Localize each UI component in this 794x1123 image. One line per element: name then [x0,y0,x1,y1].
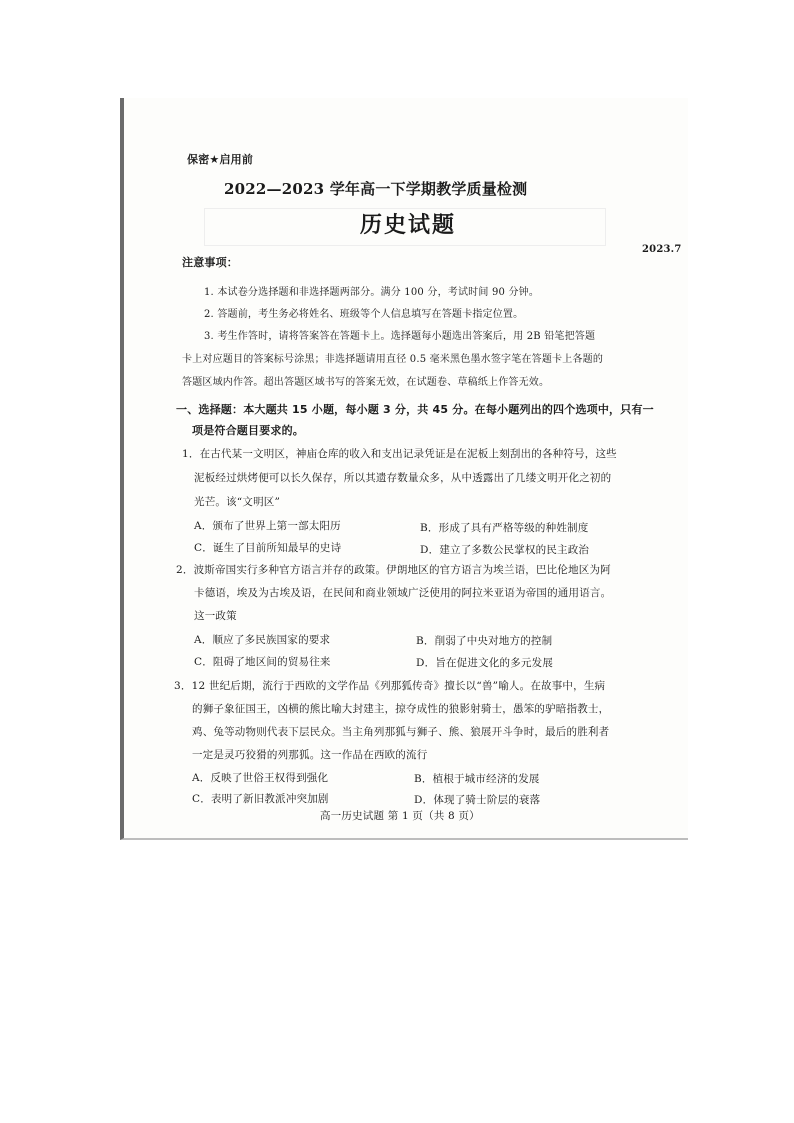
question-3-line-4: 一定是灵巧狡猾的列那狐。这一作品在西欧的流行 [192,749,428,761]
notice-heading: 注意事项： [182,256,238,269]
section-heading-line-1: 一、选择题：本大题共 15 小题，每小题 3 分，共 45 分。在每小题列出的四个选项中，只有一 [176,403,654,416]
notice-item-1: 1. 本试卷分选择题和非选择题两部分。满分 100 分，考试时间 90 分钟。 [204,287,540,298]
question-1-option-c: C．诞生了目前所知最早的史诗 [194,542,342,554]
question-1-option-d: D．建立了多数公民掌权的民主政治 [420,544,590,556]
question-3-line-3: 鸡、兔等动物则代表下层民众。当主角列那狐与狮子、熊、狼展开斗争时，最后的胜利者 [192,726,610,738]
question-2-line-3: 这一政策 [194,610,237,622]
exam-subtitle: 2022—2023 学年高一下学期教学质量检测 [224,180,528,198]
question-2-option-b: B．削弱了中央对地方的控制 [416,635,553,647]
exam-title: 历史试题 [360,213,457,238]
question-1-line-2: 泥板经过烘烤便可以长久保存，所以其遗存数量众多，从中透露出了几缕文明开化之初的 [194,472,612,484]
question-2-line-2: 卡德语，埃及为古埃及语，在民间和商业领域广泛使用的阿拉米亚语为帝国的通用语言。 [194,587,612,599]
question-2-line-1: 2．波斯帝国实行多种官方语言并存的政策。伊朗地区的官方语言为埃兰语，巴比伦地区为阿 [176,564,611,576]
question-3-option-d: D．体现了骑士阶层的衰落 [414,794,541,806]
exam-sheet [120,98,688,840]
question-2-option-a: A．顺应了多民族国家的要求 [194,634,331,646]
question-3-option-c: C．表明了新旧教派冲突加剧 [192,793,329,805]
notice-item-3-line-1: 3. 考生作答时，请将答案答在答题卡上。选择题每小题选出答案后，用 2B 铅笔把答题 [204,331,596,342]
question-3-line-2: 的狮子象征国王，凶横的熊比喻大封建主，掠夺成性的狼影射骑士，愚笨的驴暗指教士， [192,703,610,715]
question-1-option-b: B．形成了具有严格等级的种姓制度 [420,522,589,534]
exam-date: 2023.7 [642,244,682,255]
question-3-option-b: B．植根于城市经济的发展 [414,773,540,785]
notice-item-2: 2. 答题前，考生务必将姓名、班级等个人信息填写在答题卡指定位置。 [204,309,524,320]
question-1-option-a: A．颁布了世界上第一部太阳历 [194,520,341,532]
confidential-label: 保密★启用前 [187,153,254,166]
question-1-line-1: 1．在古代某一文明区，神庙仓库的收入和支出记录凭证是在泥板上刻刮出的各种符号，这些 [182,448,617,460]
question-1-line-3: 光芒。该“文明区” [194,496,281,508]
page-footer: 高一历史试题 第 1 页（共 8 页） [320,810,480,822]
section-heading-line-2: 项是符合题目要求的。 [192,424,304,437]
question-3-line-1: 3．12 世纪后期，流行于西欧的文学作品《列那狐传奇》擅长以“兽”喻人。在故事中，生病 [174,680,606,692]
question-3-option-a: A．反映了世俗王权得到强化 [192,772,329,784]
question-2-option-d: D．旨在促进文化的多元发展 [416,657,554,669]
question-2-option-c: C．阻碍了地区间的贸易往来 [194,656,331,668]
notice-item-3-line-3: 答题区域内作答。超出答题区域书写的答案无效，在试题卷、草稿纸上作答无效。 [182,377,550,388]
notice-item-3-line-2: 卡上对应题目的答案标号涂黑；非选择题请用直径 0.5 毫米黑色墨水签字笔在答题卡上各题的 [182,354,604,365]
